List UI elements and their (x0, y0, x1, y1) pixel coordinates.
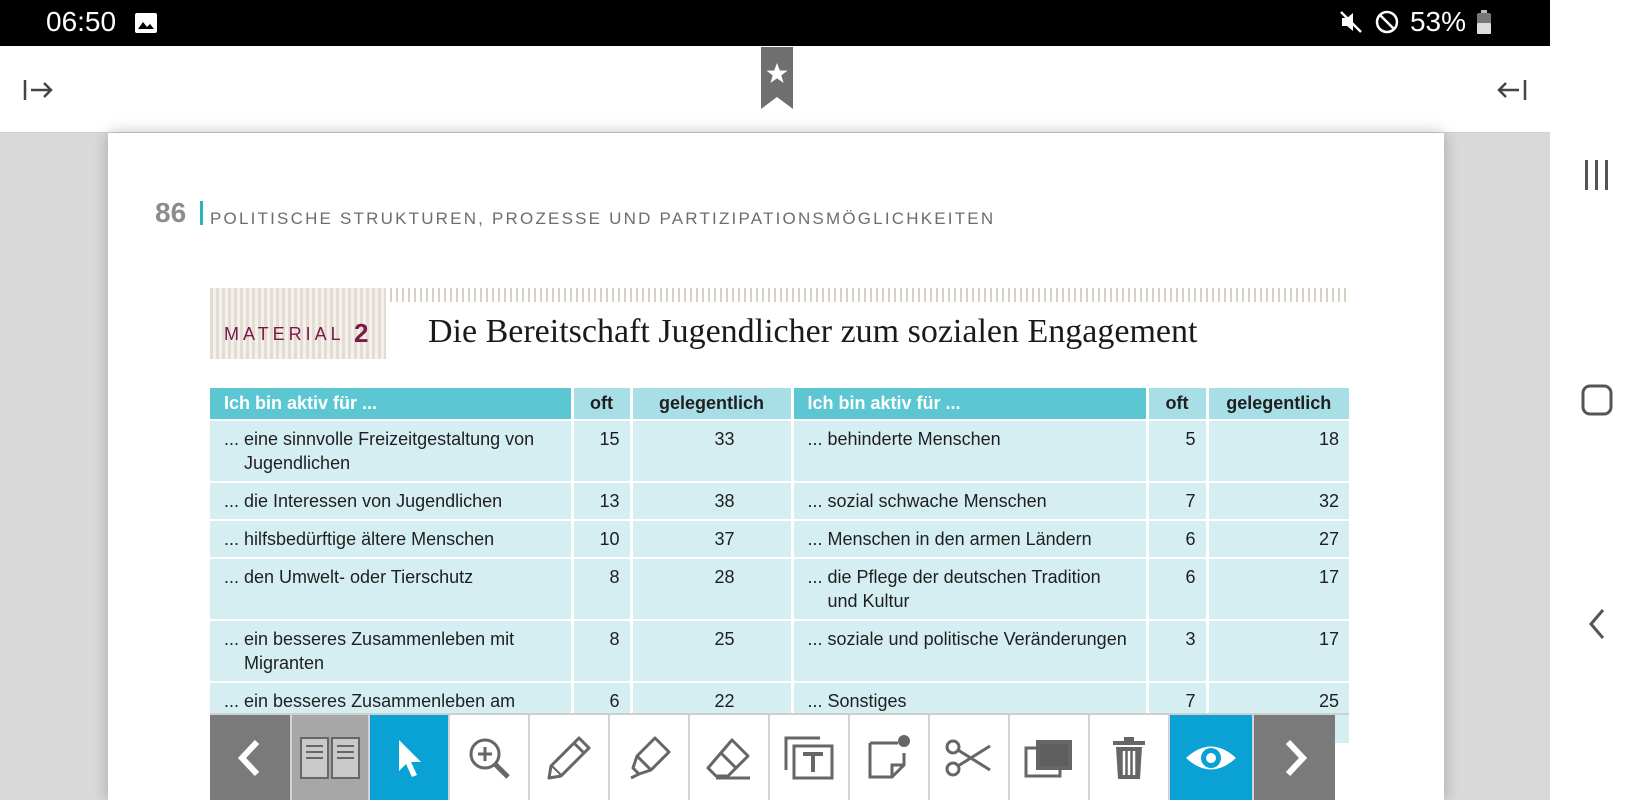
highlighter-tool-button[interactable] (610, 715, 690, 800)
material-badge (210, 288, 386, 359)
table-cell: 38 (631, 482, 792, 520)
note-tool-button[interactable] (850, 715, 930, 800)
table-header-row (210, 388, 1349, 420)
app-top-bar (0, 46, 1550, 133)
table-cell: 5 (1147, 420, 1207, 482)
table-cell: ... behinderte Menschen (792, 420, 1147, 482)
overlay-tool-button[interactable] (1010, 715, 1090, 800)
recent-apps-icon (1582, 158, 1612, 192)
table-cell: 28 (631, 558, 792, 620)
bookmark-star-icon (761, 47, 793, 109)
material-number: 2 (354, 318, 369, 348)
page-layout-button[interactable] (292, 715, 370, 800)
trash-icon (1109, 735, 1149, 781)
table-cell: ... Sonstiges (792, 682, 1147, 743)
recent-apps-button[interactable] (1550, 155, 1644, 195)
eraser-icon (704, 734, 754, 782)
eye-icon (1183, 741, 1239, 775)
engagement-table (210, 388, 1349, 743)
page-number-divider (200, 201, 203, 225)
expand-left-button[interactable] (18, 70, 58, 110)
column-header: gelegentlich (631, 388, 792, 420)
table-cell: 7 (1147, 482, 1207, 520)
table-cell: ... Menschen in den armen Ländern (792, 520, 1147, 558)
system-navigation-bar (1550, 0, 1644, 800)
table-row (210, 520, 1349, 558)
battery-percent: 53% (1409, 6, 1466, 37)
status-bar (0, 0, 1550, 46)
highlighter-icon (625, 734, 673, 782)
table-cell: 32 (1207, 482, 1349, 520)
expand-right-arrow-icon (22, 78, 54, 102)
text-box-tool-button[interactable] (770, 715, 850, 800)
table-cell: ... ein besseres Zusammenleben mit Migranten (210, 620, 572, 682)
table-cell: 6 (1147, 558, 1207, 620)
table-cell: 7 (1147, 682, 1207, 743)
table-cell: 8 (572, 558, 631, 620)
previous-page-button[interactable] (210, 715, 292, 800)
next-page-button[interactable] (1254, 715, 1335, 800)
column-header: gelegentlich (1207, 388, 1349, 420)
table-cell: 25 (631, 620, 792, 682)
material-title: Die Bereitschaft Jugendlicher zum sozialen Engagement (428, 313, 1198, 350)
eraser-tool-button[interactable] (690, 715, 770, 800)
table-cell: ... die Pflege der deutschen Tradition und Kultur (792, 558, 1147, 620)
table-cell: 18 (1207, 420, 1349, 482)
table-cell: ... eine sinnvolle Freizeitgestaltung von Jugendlichen (210, 420, 572, 482)
clock: 06:50 (46, 6, 117, 37)
battery-icon (1476, 9, 1492, 35)
table-cell: 22 (631, 682, 792, 743)
book-page (108, 133, 1444, 800)
delete-tool-button[interactable] (1090, 715, 1170, 800)
table-cell: 3 (1147, 620, 1207, 682)
back-icon (1585, 607, 1609, 641)
table-cell: 17 (1207, 558, 1349, 620)
column-header: oft (572, 388, 631, 420)
document-viewer[interactable] (0, 133, 1550, 800)
back-button[interactable] (1550, 604, 1644, 644)
cursor-arrow-icon (393, 737, 425, 779)
chevron-right-icon (1280, 738, 1310, 778)
table-row (210, 620, 1349, 682)
select-tool-button[interactable] (370, 715, 450, 800)
table-cell: ... soziale und politische Veränderungen (792, 620, 1147, 682)
bookmark-button[interactable] (760, 46, 794, 110)
table-cell: 37 (631, 520, 792, 558)
text-box-icon (782, 734, 836, 782)
material-label: MATERIAL (224, 324, 345, 344)
table-cell: 15 (572, 420, 631, 482)
table-cell: ... den Umwelt- oder Tierschutz (210, 558, 572, 620)
column-header: Ich bin aktiv für ... (210, 388, 572, 420)
chevron-left-icon (235, 738, 265, 778)
sticky-note-icon (864, 733, 914, 783)
scissors-icon (944, 736, 994, 780)
table-cell: 13 (572, 482, 631, 520)
column-header: oft (1147, 388, 1207, 420)
zoom-tool-button[interactable] (450, 715, 530, 800)
table-cell: 25 (1207, 682, 1349, 743)
column-header: Ich bin aktiv für ... (792, 388, 1147, 420)
layers-icon (1022, 736, 1076, 780)
table-cell: 6 (1147, 520, 1207, 558)
table-cell: ... sozial schwache Menschen (792, 482, 1147, 520)
table-row (210, 420, 1349, 482)
show-hide-annotations-button[interactable] (1170, 715, 1254, 800)
home-icon (1580, 383, 1614, 417)
decorative-stripe (390, 288, 1350, 302)
pencil-icon (545, 734, 593, 782)
pencil-tool-button[interactable] (530, 715, 610, 800)
zoom-in-icon (466, 735, 512, 781)
table-cell: ... hilfsbedürftige ältere Menschen (210, 520, 572, 558)
table-cell: ... ein besseres Zusammenleben am (210, 682, 572, 743)
do-not-disturb-icon (1374, 9, 1400, 35)
table-cell: ... die Interessen von Jugendlichen (210, 482, 572, 520)
collapse-right-button[interactable] (1492, 70, 1532, 110)
table-row (210, 558, 1349, 620)
mute-icon (1338, 9, 1364, 35)
image-notification-icon (134, 12, 158, 34)
table-cell: 6 (572, 682, 631, 743)
table-row (210, 482, 1349, 520)
table-cell: 27 (1207, 520, 1349, 558)
table-cell: 17 (1207, 620, 1349, 682)
table-cell: 33 (631, 420, 792, 482)
expand-left-arrow-icon (1496, 78, 1528, 102)
annotation-toolbar (210, 713, 1349, 800)
cut-tool-button[interactable] (930, 715, 1010, 800)
chapter-heading: POLITISCHE STRUKTUREN, PROZESSE UND PARTIZIPATIONSMÖGLICHKEITEN (210, 209, 996, 228)
home-button[interactable] (1550, 380, 1644, 420)
table-cell: 10 (572, 520, 631, 558)
table-cell: 8 (572, 620, 631, 682)
open-book-icon (299, 734, 361, 782)
page-number: 86 (155, 197, 187, 228)
